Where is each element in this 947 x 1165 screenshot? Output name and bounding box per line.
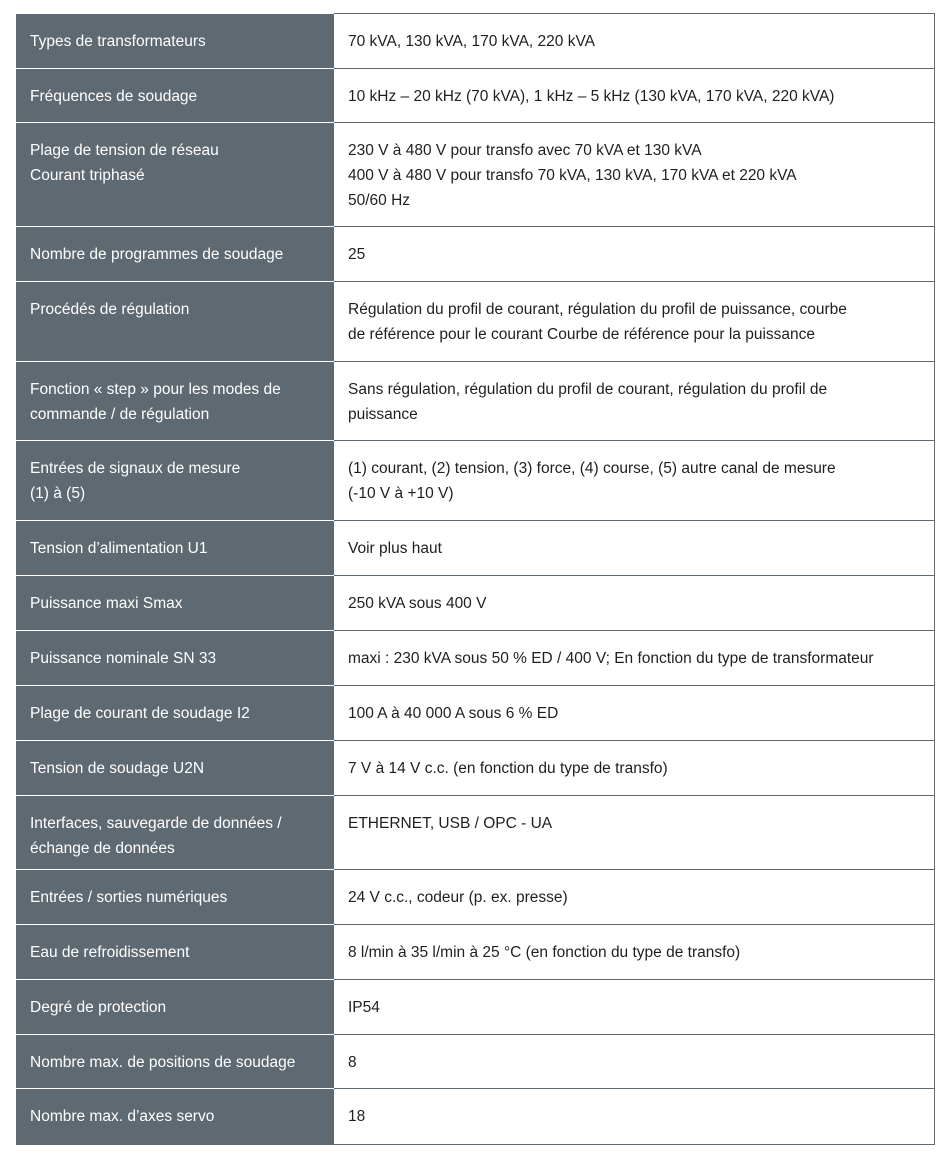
spec-value: 250 kVA sous 400 V	[334, 576, 935, 631]
spec-value: maxi : 230 kVA sous 50 % ED / 400 V; En fonction du type de transformateur	[334, 631, 935, 686]
spec-label: Nombre max. d’axes servo	[16, 1089, 334, 1145]
spec-row	[16, 1035, 935, 1089]
spec-label: Plage de tension de réseau Courant triphasé	[16, 123, 334, 227]
spec-label: Entrées / sorties numériques	[16, 870, 334, 925]
spec-row	[16, 362, 935, 441]
spec-label: Entrées de signaux de mesure (1) à (5)	[16, 441, 334, 521]
spec-label: Nombre de programmes de soudage	[16, 227, 334, 282]
spec-row	[16, 441, 935, 521]
spec-value: Voir plus haut	[334, 521, 935, 576]
spec-row	[16, 686, 935, 741]
spec-row	[16, 1089, 935, 1145]
spec-value: 25	[334, 227, 935, 282]
spec-value: (1) courant, (2) tension, (3) force, (4) course, (5) autre canal de mesure (-10 V à +10 V)	[334, 441, 935, 521]
spec-label: Procédés de régulation	[16, 282, 334, 362]
spec-value: Sans régulation, régulation du profil de courant, régulation du profil de puissance	[334, 362, 935, 441]
specifications-table-body	[16, 14, 935, 1145]
spec-label: Fonction « step » pour les modes de commande / de régulation	[16, 362, 334, 441]
spec-row	[16, 980, 935, 1035]
spec-value: 7 V à 14 V c.c. (en fonction du type de transfo)	[334, 741, 935, 796]
spec-row	[16, 282, 935, 362]
spec-label: Interfaces, sauvegarde de données / échange de données	[16, 796, 334, 870]
spec-value: 8	[334, 1035, 935, 1089]
spec-row	[16, 870, 935, 925]
spec-value: 100 A à 40 000 A sous 6 % ED	[334, 686, 935, 741]
spec-row	[16, 123, 935, 227]
spec-value: 230 V à 480 V pour transfo avec 70 kVA et 130 kVA 400 V à 480 V pour transfo 70 kVA, 130 kVA, 170 kVA et 220 kVA 50/60 Hz	[334, 123, 935, 227]
spec-label: Nombre max. de positions de soudage	[16, 1035, 334, 1089]
spec-value: 10 kHz – 20 kHz (70 kVA), 1 kHz – 5 kHz (130 kVA, 170 kVA, 220 kVA)	[334, 69, 935, 123]
spec-value: IP54	[334, 980, 935, 1035]
spec-label: Degré de protection	[16, 980, 334, 1035]
spec-label: Tension d’alimentation U1	[16, 521, 334, 576]
spec-row	[16, 741, 935, 796]
spec-value: 8 l/min à 35 l/min à 25 °C (en fonction du type de transfo)	[334, 925, 935, 980]
spec-label: Puissance nominale SN 33	[16, 631, 334, 686]
spec-row	[16, 69, 935, 123]
spec-value: Régulation du profil de courant, régulation du profil de puissance, courbe de référence pour le courant Courbe de référence pour la puissance	[334, 282, 935, 362]
spec-value: 24 V c.c., codeur (p. ex. presse)	[334, 870, 935, 925]
spec-value: 70 kVA, 130 kVA, 170 kVA, 220 kVA	[334, 14, 935, 69]
spec-row	[16, 796, 935, 870]
spec-label: Puissance maxi Smax	[16, 576, 334, 631]
spec-label: Tension de soudage U2N	[16, 741, 334, 796]
spec-row	[16, 521, 935, 576]
spec-row	[16, 576, 935, 631]
spec-label: Types de transformateurs	[16, 14, 334, 69]
spec-row	[16, 227, 935, 282]
spec-row	[16, 631, 935, 686]
spec-label: Eau de refroidissement	[16, 925, 334, 980]
spec-value: ETHERNET, USB / OPC - UA	[334, 796, 935, 870]
spec-label: Plage de courant de soudage I2	[16, 686, 334, 741]
spec-row	[16, 14, 935, 69]
spec-row	[16, 925, 935, 980]
specifications-table	[16, 13, 935, 1145]
spec-label: Fréquences de soudage	[16, 69, 334, 123]
spec-value: 18	[334, 1089, 935, 1145]
